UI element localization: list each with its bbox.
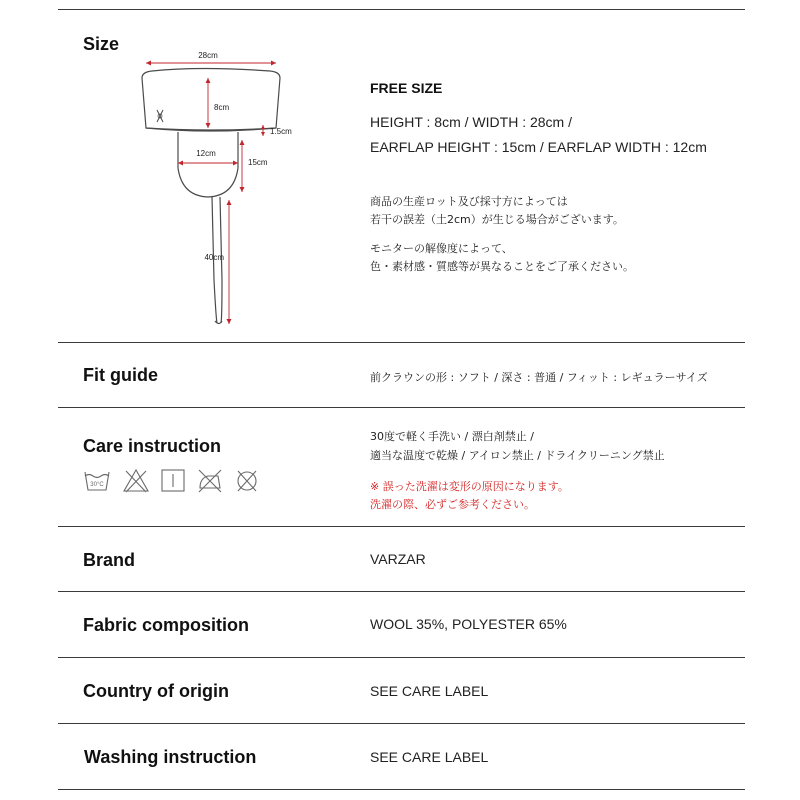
divider	[58, 657, 745, 658]
brand-value: VARZAR	[370, 551, 426, 567]
fit-guide-label: Fit guide	[83, 365, 158, 385]
divider	[58, 407, 745, 408]
fabric-composition-value: WOOL 35%, POLYESTER 65%	[370, 616, 567, 632]
free-size-title: FREE SIZE	[370, 80, 443, 96]
width-dimension	[146, 61, 276, 66]
size-label: Size	[83, 34, 120, 54]
dims-line-2: EARFLAP HEIGHT : 15cm / EARFLAP WIDTH : 12cm	[370, 139, 707, 155]
brim-label: 1.5cm	[270, 127, 292, 136]
size-note-2-line-1: モニターの解像度によって、	[370, 242, 513, 255]
care-warning-1: ※ 誤った洗濯は変形の原因になります。	[370, 480, 569, 493]
divider	[58, 789, 745, 790]
height-dimension	[206, 78, 211, 128]
string-label: 40cm	[204, 253, 224, 262]
height-label: 8cm	[214, 103, 230, 112]
earflap-width-label: 12cm	[196, 149, 216, 158]
brand-label: Brand	[83, 550, 136, 570]
fabric-composition-label: Fabric composition	[83, 615, 250, 635]
size-note-1-line-1: 商品の生産ロット及び採寸方によっては	[370, 195, 568, 208]
no-bleach-icon	[124, 470, 148, 492]
no-dry-clean-icon	[238, 471, 256, 491]
divider	[58, 9, 745, 10]
country-of-origin-label: Country of origin	[83, 681, 229, 701]
fit-guide-value: 前クラウンの形 : ソフト / 深さ : 普通 / フィット : レギュラーサイズ	[370, 371, 708, 384]
care-instruction-label: Care instruction	[83, 436, 222, 456]
earflap-height-dimension	[240, 140, 245, 192]
svg-text:30°C: 30°C	[90, 482, 104, 488]
care-warning-2: 洗濯の際、必ずご参考ください。	[370, 498, 535, 511]
country-of-origin-value: SEE CARE LABEL	[370, 683, 489, 699]
dry-icon	[162, 470, 184, 491]
divider	[58, 526, 745, 527]
washing-instruction-value: SEE CARE LABEL	[370, 749, 489, 765]
divider	[58, 342, 745, 343]
no-iron-icon	[199, 470, 221, 492]
divider	[58, 723, 745, 724]
care-line-2: 適当な温度で乾燥 / アイロン禁止 / ドライクリーニング禁止	[370, 449, 665, 462]
earflap-width-dimension	[178, 161, 238, 166]
washing-instruction-label: Washing instruction	[84, 747, 257, 767]
size-note-2-line-2: 色・素材感・質感等が異なることをご了承ください。	[370, 260, 634, 273]
dims-line-1: HEIGHT : 8cm / WIDTH : 28cm /	[370, 114, 572, 130]
width-label: 28cm	[198, 51, 218, 60]
logo-mark-icon	[157, 110, 163, 122]
string-dimension	[227, 200, 232, 324]
care-icons	[82, 466, 268, 496]
hand-wash-30-icon	[85, 472, 109, 490]
earflap	[178, 132, 238, 197]
divider	[58, 591, 745, 592]
size-note-1-line-2: 若干の誤差（土2cm）が生じる場合がございます。	[370, 213, 624, 226]
hat-size-diagram	[120, 40, 320, 340]
earflap-height-label: 15cm	[248, 158, 268, 167]
care-line-1: 30度で軽く手洗い / 漂白剤禁止 /	[370, 430, 534, 443]
brim-dimension	[261, 125, 265, 136]
